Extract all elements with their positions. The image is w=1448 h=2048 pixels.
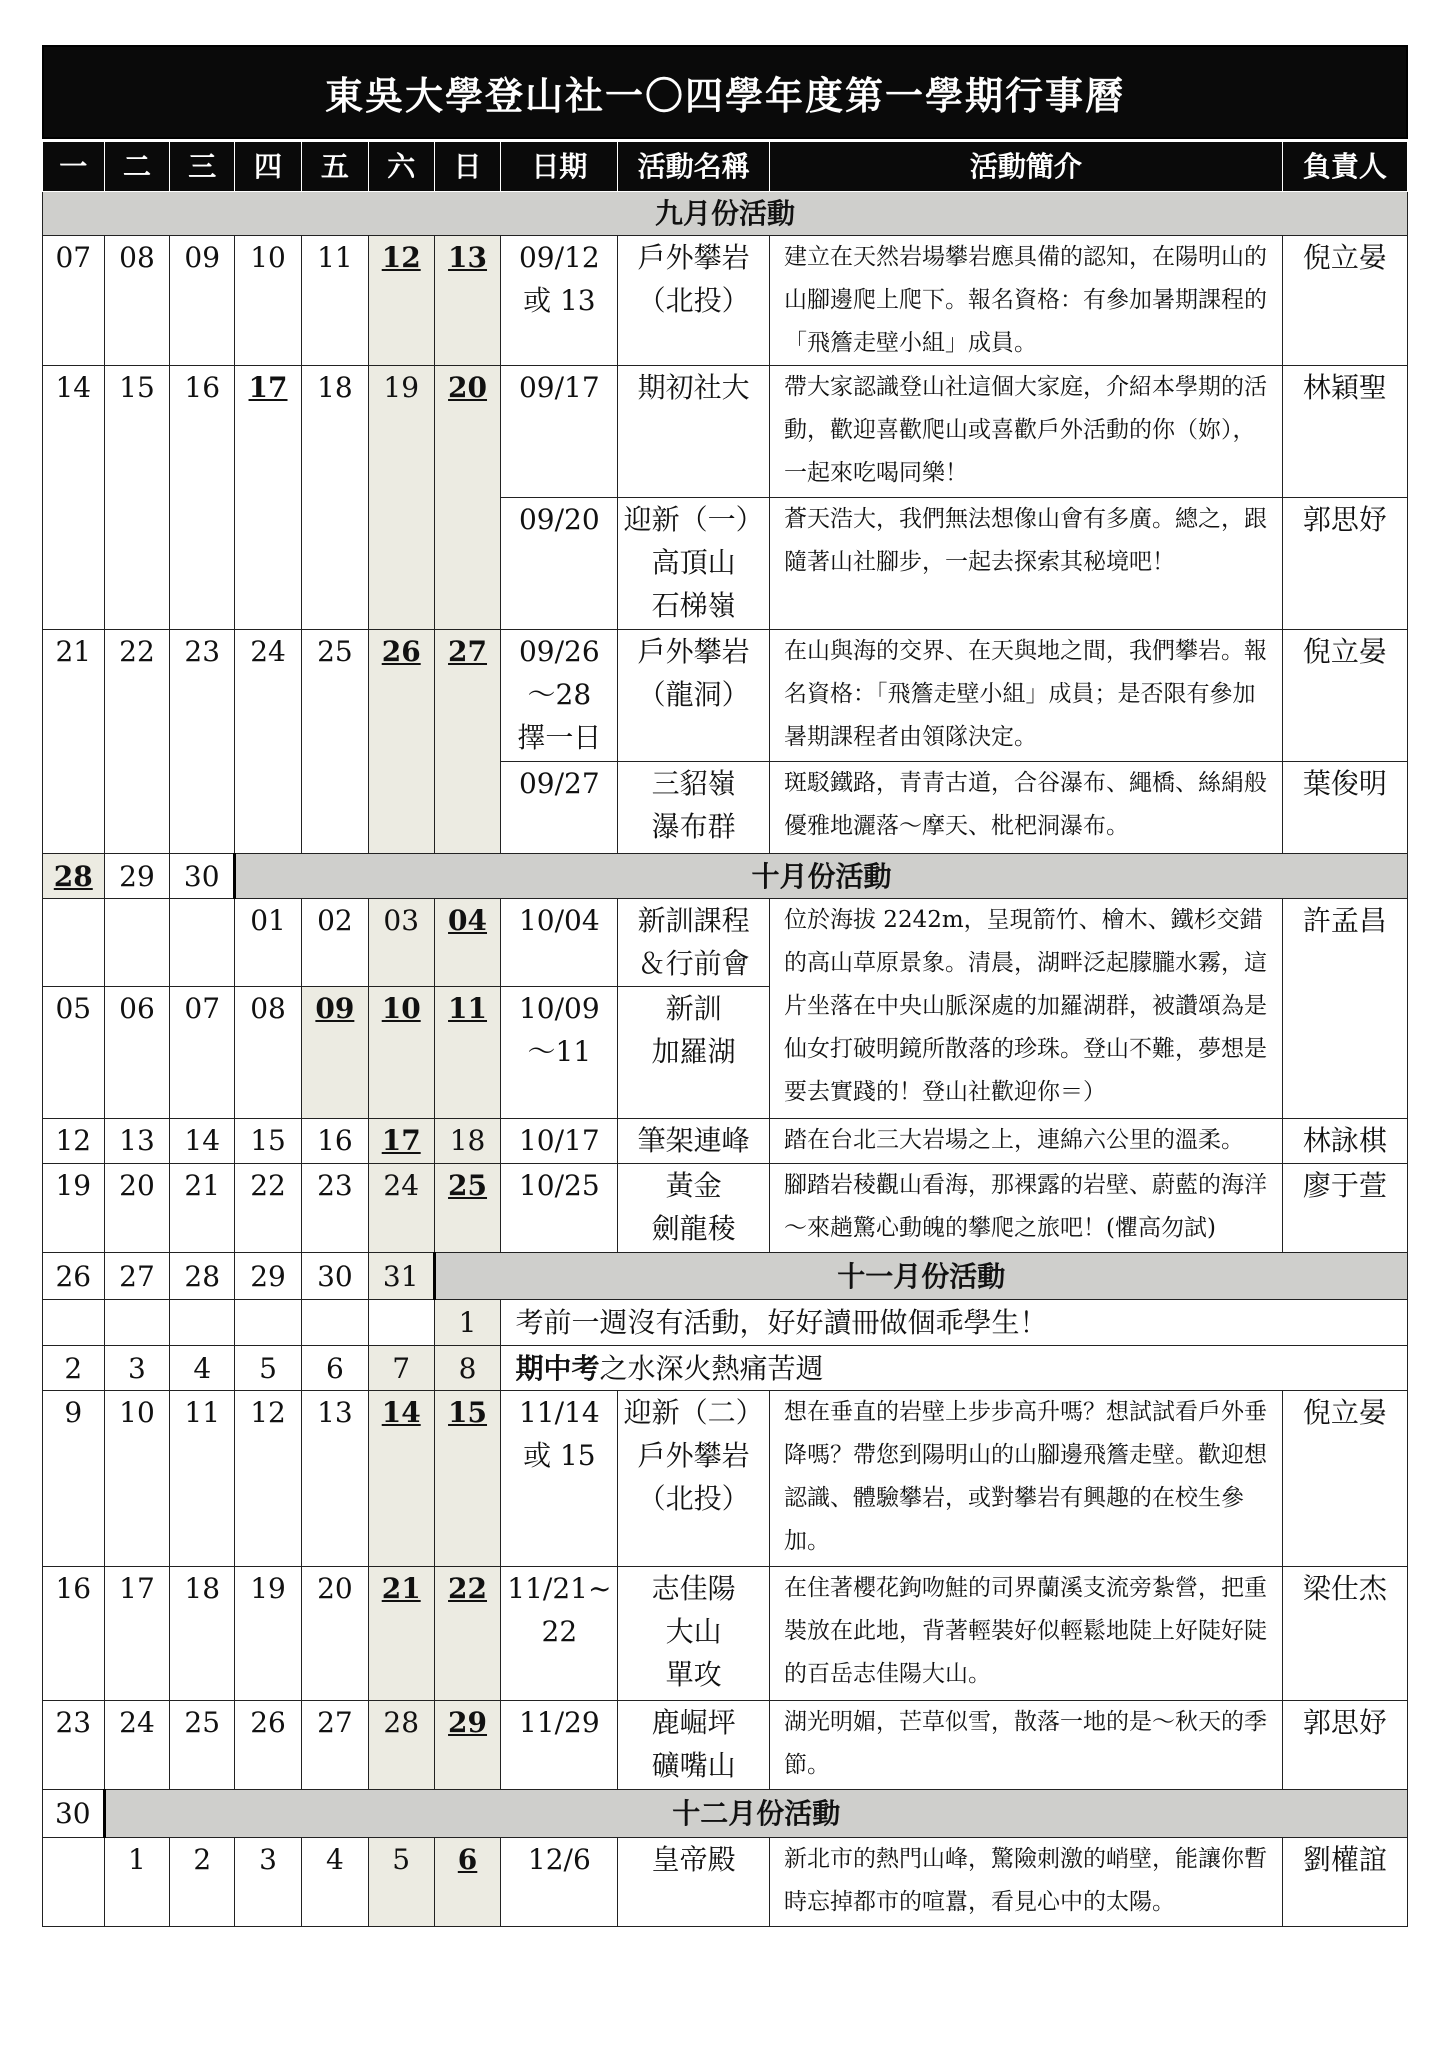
week-row [43,630,1408,762]
header-activity: 活動名稱 [618,141,770,192]
week-row [43,899,1408,987]
day-cell-empty [43,899,105,987]
week-row [43,1346,1408,1391]
event-description: 踏在台北三大岩場之上，連綿六公里的溫柔。 [770,1119,1283,1164]
section-row [43,192,1408,236]
event-name: 期初社大 [618,366,770,498]
day-cell: 24 [104,1701,170,1790]
day-cell: 23 [43,1701,105,1790]
midterm-text: 之水深火熱痛苦週 [599,1351,824,1385]
day-cell-empty [104,899,170,987]
event-responsible: 廖于萱 [1282,1164,1407,1253]
day-cell: 23 [301,1164,368,1253]
day-cell: 31 [368,1253,434,1300]
event-description: 在山與海的交界、在天與地之間，我們攀岩。報名資格：「飛簷走壁小組」成員；是否限有參加暑期課程者由領隊決定。 [770,630,1283,762]
day-cell: 30 [170,854,235,899]
day-cell: 20 [104,1164,170,1253]
day-cell: 5 [235,1346,302,1391]
event-description: 想在垂直的岩壁上步步高升嗎？想試試看戶外垂降嗎？帶您到陽明山的山腳邊飛簷走壁。歡迎想認識、體驗攀岩，或對攀岩有興趣的在校生參加。 [770,1391,1283,1567]
day-cell: 14 [43,366,105,630]
midterm-label: 期中考 [515,1351,600,1385]
day-cell: 13 [104,1119,170,1164]
day-cell: 28 [170,1253,235,1300]
header-sun: 日 [434,141,501,192]
day-cell-activity: 25 [434,1164,501,1253]
day-cell: 1 [104,1838,170,1927]
day-cell-activity: 27 [434,630,501,854]
day-cell: 4 [301,1838,368,1927]
week-row [43,1838,1408,1927]
event-date: 11/29 [501,1701,618,1790]
week-row [43,1164,1408,1253]
header-fri: 五 [301,141,368,192]
week-row [43,1790,1408,1838]
event-description: 新北市的熱門山峰，驚險刺激的峭壁，能讓你暫時忘掉都市的喧囂，看見心中的太陽。 [770,1838,1283,1927]
day-cell: 02 [301,899,368,987]
header-description: 活動簡介 [770,141,1283,192]
week-row [43,1701,1408,1790]
day-cell: 5 [368,1838,434,1927]
day-cell-activity: 12 [368,236,434,366]
day-cell-activity: 04 [434,899,501,987]
event-name: 黃金 劍龍稜 [618,1164,770,1253]
day-cell-activity: 21 [368,1567,434,1701]
day-cell: 16 [301,1119,368,1164]
event-responsible: 倪立晏 [1282,630,1407,762]
day-cell-activity: 13 [434,236,501,366]
day-cell: 19 [235,1567,302,1701]
event-name: 新訓課程 ＆行前會 [618,899,770,987]
event-date: 09/26 ～28 擇一日 [501,630,618,762]
event-responsible: 郭思妤 [1282,498,1407,630]
day-cell-empty [235,1300,302,1346]
day-cell: 2 [43,1346,105,1391]
day-cell: 2 [170,1838,235,1927]
day-cell: 30 [43,1790,105,1838]
event-description: 在住著櫻花鉤吻鮭的司界蘭溪支流旁紮營，把重裝放在此地，背著輕裝好似輕鬆地陡上好陡好陡的百岳志佳陽大山。 [770,1567,1283,1701]
event-responsible: 梁仕杰 [1282,1567,1407,1701]
page-title: 東吳大學登山社一〇四學年度第一學期行事曆 [42,45,1408,139]
section-november: 十一月份活動 [434,1253,1407,1300]
day-cell: 10 [104,1391,170,1567]
day-cell-activity: 09 [301,987,368,1119]
week-row [43,1253,1408,1300]
day-cell: 12 [235,1391,302,1567]
header-date: 日期 [501,141,618,192]
event-date: 12/6 [501,1838,618,1927]
event-name: 迎新（一） 高頂山 石梯嶺 [618,498,770,630]
day-cell: 6 [301,1346,368,1391]
note-no-activity: 考前一週沒有活動，好好讀冊做個乖學生！ [501,1300,1408,1346]
day-cell: 23 [170,630,235,854]
day-cell: 18 [170,1567,235,1701]
day-cell-empty [368,1300,434,1346]
header-sat: 六 [368,141,434,192]
day-cell: 12 [43,1119,105,1164]
section-december: 十二月份活動 [104,1790,1407,1838]
event-name: 三貂嶺 瀑布群 [618,762,770,854]
event-responsible: 葉俊明 [1282,762,1407,854]
day-cell-activity: 11 [434,987,501,1119]
section-september: 九月份活動 [43,192,1408,236]
event-description: 斑駁鐵路，青青古道，合谷瀑布、繩橋、絲絹般優雅地灑落～摩天、枇杷洞瀑布。 [770,762,1283,854]
week-row [43,1119,1408,1164]
event-description: 湖光明媚，芒草似雪，散落一地的是～秋天的季節。 [770,1701,1283,1790]
day-cell-activity: 26 [368,630,434,854]
event-name: 戶外攀岩 （龍洞） [618,630,770,762]
calendar-table [42,139,1408,1927]
day-cell: 17 [104,1567,170,1701]
day-cell: 27 [301,1701,368,1790]
event-name: 志佳陽 大山 單攻 [618,1567,770,1701]
event-date: 11/21~ 22 [501,1567,618,1701]
day-cell: 18 [301,366,368,630]
header-thu: 四 [235,141,302,192]
day-cell: 25 [301,630,368,854]
week-row [43,854,1408,899]
day-cell: 26 [43,1253,105,1300]
note-midterm [501,1346,1408,1391]
event-date: 11/14 或 15 [501,1391,618,1567]
event-description: 帶大家認識登山社這個大家庭，介紹本學期的活動，歡迎喜歡爬山或喜歡戶外活動的你（妳），一起來吃喝同樂！ [770,366,1283,498]
header-tue: 二 [104,141,170,192]
day-cell: 19 [368,366,434,630]
day-cell: 28 [368,1701,434,1790]
day-cell: 30 [301,1253,368,1300]
event-responsible: 郭思妤 [1282,1701,1407,1790]
week-row [43,1300,1408,1346]
week-row [43,236,1408,366]
day-cell: 1 [434,1300,501,1346]
day-cell: 25 [170,1701,235,1790]
day-cell: 29 [235,1253,302,1300]
week-row [43,366,1408,498]
day-cell: 7 [368,1346,434,1391]
week-row [43,1391,1408,1567]
day-cell-activity: 28 [43,854,105,899]
event-date: 09/17 [501,366,618,498]
event-name: 新訓 加羅湖 [618,987,770,1119]
day-cell-activity: 17 [235,366,302,630]
day-cell-activity: 14 [368,1391,434,1567]
day-cell: 27 [104,1253,170,1300]
day-cell: 22 [235,1164,302,1253]
event-description: 位於海拔 2242m，呈現箭竹、檜木、鐵杉交錯的高山草原景象。清晨，湖畔泛起朦朧水霧，這片坐落在中央山脈深處的加羅湖群，被讚頌為是仙女打破明鏡所散落的珍珠。登山不難，夢想是要去實踐的！登山社歡迎你＝） [770,899,1283,1119]
day-cell-activity: 20 [434,366,501,630]
day-cell: 18 [434,1119,501,1164]
event-name: 鹿崛坪 礦嘴山 [618,1701,770,1790]
week-row [43,1567,1408,1701]
day-cell: 26 [235,1701,302,1790]
event-description: 建立在天然岩場攀岩應具備的認知，在陽明山的山腳邊爬上爬下。報名資格：有參加暑期課程的「飛簷走壁小組」成員。 [770,236,1283,366]
header-mon: 一 [43,141,105,192]
day-cell: 16 [43,1567,105,1701]
event-date: 10/09 ～11 [501,987,618,1119]
day-cell: 3 [104,1346,170,1391]
day-cell: 21 [43,630,105,854]
day-cell-activity: 22 [434,1567,501,1701]
day-cell-empty [170,899,235,987]
event-date: 09/27 [501,762,618,854]
event-responsible: 林詠棋 [1282,1119,1407,1164]
day-cell: 10 [235,236,302,366]
header-row [43,141,1408,192]
day-cell: 24 [368,1164,434,1253]
day-cell: 08 [235,987,302,1119]
event-name: 筆架連峰 [618,1119,770,1164]
day-cell-activity: 17 [368,1119,434,1164]
day-cell: 06 [104,987,170,1119]
day-cell: 15 [235,1119,302,1164]
event-responsible: 劉權誼 [1282,1838,1407,1927]
event-responsible: 倪立晏 [1282,236,1407,366]
event-date: 10/04 [501,899,618,987]
day-cell: 13 [301,1391,368,1567]
day-cell-activity: 6 [434,1838,501,1927]
day-cell: 03 [368,899,434,987]
event-date: 10/17 [501,1119,618,1164]
event-description: 腳踏岩稜觀山看海，那裸露的岩壁、蔚藍的海洋～來趟驚心動魄的攀爬之旅吧！(懼高勿試) [770,1164,1283,1253]
day-cell: 11 [170,1391,235,1567]
day-cell: 09 [170,236,235,366]
day-cell: 3 [235,1838,302,1927]
day-cell: 07 [43,236,105,366]
day-cell-empty [301,1300,368,1346]
event-date: 10/25 [501,1164,618,1253]
day-cell: 4 [170,1346,235,1391]
event-name: 皇帝殿 [618,1838,770,1927]
header-wed: 三 [170,141,235,192]
day-cell-activity: 29 [434,1701,501,1790]
day-cell-empty [43,1838,105,1927]
event-description: 蒼天浩大，我們無法想像山會有多廣。總之，跟隨著山社腳步，一起去探索其秘境吧！ [770,498,1283,630]
day-cell: 9 [43,1391,105,1567]
day-cell-activity: 10 [368,987,434,1119]
day-cell: 22 [104,630,170,854]
day-cell: 20 [301,1567,368,1701]
day-cell: 11 [301,236,368,366]
day-cell: 24 [235,630,302,854]
event-date: 09/20 [501,498,618,630]
day-cell-empty [170,1300,235,1346]
event-date: 09/12 或 13 [501,236,618,366]
day-cell: 8 [434,1346,501,1391]
day-cell-empty [43,1300,105,1346]
day-cell: 19 [43,1164,105,1253]
event-name: 戶外攀岩 （北投） [618,236,770,366]
day-cell: 07 [170,987,235,1119]
day-cell: 21 [170,1164,235,1253]
day-cell: 15 [104,366,170,630]
day-cell: 14 [170,1119,235,1164]
header-responsible: 負責人 [1282,141,1407,192]
day-cell: 08 [104,236,170,366]
event-responsible: 許孟昌 [1282,899,1407,1119]
section-october: 十月份活動 [235,854,1408,899]
day-cell: 01 [235,899,302,987]
day-cell: 16 [170,366,235,630]
day-cell: 05 [43,987,105,1119]
day-cell-activity: 15 [434,1391,501,1567]
day-cell-empty [104,1300,170,1346]
day-cell: 29 [104,854,170,899]
event-responsible: 倪立晏 [1282,1391,1407,1567]
event-name: 迎新（二） 戶外攀岩 （北投） [618,1391,770,1567]
calendar-sheet [42,45,1408,1927]
event-responsible: 林穎聖 [1282,366,1407,498]
